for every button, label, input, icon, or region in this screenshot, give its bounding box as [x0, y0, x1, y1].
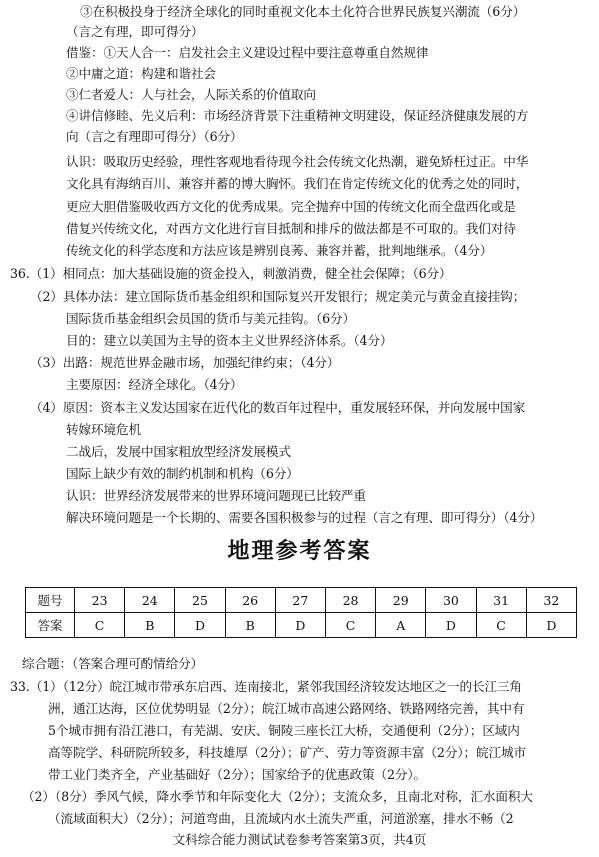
- answer-line: （3）出路：规范世界金融市场，加强纪律约束；（4分）: [30, 355, 340, 370]
- answer-cell: B: [225, 613, 275, 638]
- answer-line: （4）原因：资本主义发达国家在近代化的数百年过程中，重发展轻环保，并向发展中国家: [30, 400, 526, 415]
- answer-line: （2）具体办法：建立国际货币基金组织和国际复兴开发银行；规定美元与黄金直接挂钩；: [30, 289, 526, 304]
- table-row: [26, 588, 577, 613]
- question-number-cell: 25: [175, 588, 225, 613]
- answer-cell: B: [125, 613, 175, 638]
- question-number-cell: 32: [526, 588, 576, 613]
- answer-line: 解决环境问题是一个长期的、需要各国积极参与的过程（言之有理、即可得分）（4分）: [66, 510, 543, 525]
- answer-line: 国际上缺少有效的制约机制和机构（6分）: [66, 466, 299, 481]
- answer-line: 借复兴传统文化，对西方文化进行盲目抵制和排斥的做法都是不可取的。我们对待: [66, 221, 516, 236]
- question-number-cell: 31: [476, 588, 526, 613]
- answer-line: 借鉴：①天人合一：启发社会主义建设过程中要注意尊重自然规律: [66, 45, 429, 60]
- answer-line: 向（言之有理即可得分）（6分）: [66, 129, 243, 144]
- table-row: [26, 613, 577, 638]
- answer-line: 综合题：（答案合理可酌情给分）: [22, 656, 204, 671]
- question-33-line: 33.（1）（12分）皖江城市带承东启西、连南接北，紧邻我国经济较发达地区之一的长江三角: [10, 679, 522, 694]
- answer-line: 转嫁环境危机: [66, 422, 141, 437]
- answer-line: （流域面积大）（2分）；河道弯曲，且流域内水土流失严重，河道淤塞，排水不畅（2: [48, 811, 514, 826]
- answer-line: 5个城市拥有沿江港口，有芜湖、安庆、铜陵三座长江大桥，交通便利（2分）；区域内: [48, 723, 520, 738]
- answer-line: 更应大胆借鉴吸收西方文化的优秀成果。完全抛弃中国的传统文化而全盘西化或是: [66, 199, 516, 214]
- answer-cell: D: [426, 613, 476, 638]
- answer-line: 带工业门类齐全，产业基础好（2分）；国家给予的优惠政策（2分）。: [48, 767, 427, 782]
- answer-line: 国际货币基金组织会员国的货币与美元挂钩。（6分）: [66, 311, 355, 326]
- question-number-cell: 23: [75, 588, 125, 613]
- answer-line: ④讲信修睦、先义后利：市场经济背景下注重精神文明建设，保证经济健康发展的方: [66, 108, 529, 123]
- answer-line: ②中庸之道：构建和谐社会: [66, 66, 216, 81]
- answer-line: （2）（8分）季风气候，降水季节和年际变化大（2分）；支流众多，且南北对称，汇水面积大: [22, 789, 533, 804]
- answer-cell: D: [175, 613, 225, 638]
- answer-line: 目的：建立以美国为主导的资本主义世界经济体系。（4分）: [66, 333, 393, 348]
- answer-line: ③仁者爱人：人与社会，人际关系的价值取向: [66, 87, 316, 102]
- question-number-cell: 26: [225, 588, 275, 613]
- answer-cell: D: [275, 613, 325, 638]
- answer-line: 认识：世界经济发展带来的世界环境问题现已比较严重: [66, 488, 366, 503]
- question-number-cell: 29: [376, 588, 426, 613]
- answer-line: 主要原因：经济全球化。（4分）: [66, 377, 243, 392]
- question-number-cell: 30: [426, 588, 476, 613]
- answer-line: 传统文化的科学态度和方法应该是辨别良莠、兼容并蓄，批判地继承。（4分）: [66, 243, 493, 258]
- page-footer: 文科综合能力测试试卷参考答案第3页，共4页: [172, 832, 427, 847]
- answer-line: 高等院学、科研院所较多，科技雄厚（2分）；矿产、劳力等资源丰富（2分）；皖江城市: [48, 745, 526, 760]
- answer-line: 二战后，发展中国家粗放型经济发展模式: [66, 444, 291, 459]
- answer-line: 认识：吸取历史经验，理性客观地看待现今社会传统文化热潮，避免矫枉过正。中华: [66, 154, 529, 169]
- question-36-line: 36.（1）相同点：加大基础设施的资金投入，刺激消费，健全社会保障；（6分）: [10, 266, 452, 281]
- answer-cell: C: [476, 613, 526, 638]
- question-number-cell: 28: [325, 588, 375, 613]
- answer-table: [25, 587, 577, 638]
- section-title: 地理参考答案: [227, 539, 372, 564]
- answer-line: 洲，通江达海，区位优势明显（2分）；皖江城市高速公路网络、铁路网络完善，其中有: [48, 701, 525, 716]
- answer-line: ③在积极投身于经济全球化的同时重视文化本土化符合世界民族复兴潮流（6分）: [80, 4, 526, 19]
- answer-cell: D: [526, 613, 576, 638]
- answer-line: 文化具有海纳百川、兼容并蓄的博大胸怀。我们在肯定传统文化的优秀之处的同时，: [66, 176, 529, 191]
- answer-cell: C: [75, 613, 125, 638]
- answer-cell: C: [325, 613, 375, 638]
- question-number-cell: 27: [275, 588, 325, 613]
- answer-cell: A: [376, 613, 426, 638]
- question-number-cell: 24: [125, 588, 175, 613]
- row-label-number: 题号: [26, 588, 75, 613]
- answer-line: （言之有理，即可得分）: [66, 24, 204, 39]
- row-label-answer: 答案: [26, 613, 75, 638]
